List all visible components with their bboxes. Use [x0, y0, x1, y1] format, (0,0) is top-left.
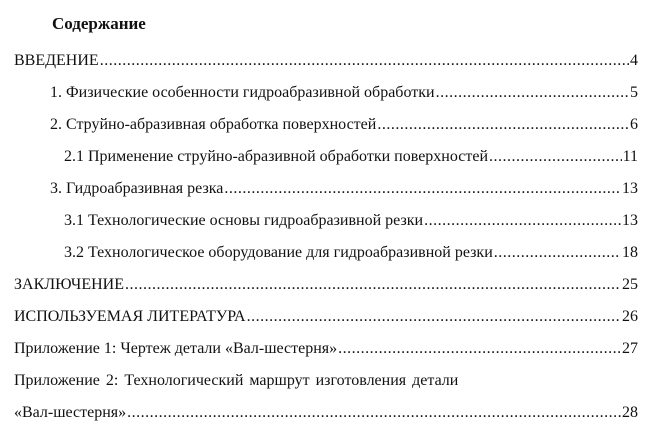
- toc-page-number: 18: [622, 244, 638, 261]
- toc-leader-dots: [436, 83, 629, 103]
- toc-entry-section-3-2: [64, 243, 638, 263]
- toc-page-number: 25: [622, 276, 638, 293]
- toc-leader-dots: [377, 115, 629, 135]
- toc-page-number: 28: [622, 404, 638, 421]
- toc-page-number: 6: [630, 116, 638, 133]
- toc-page-number: 13: [622, 180, 638, 197]
- toc-page-number: 11: [622, 148, 638, 165]
- toc-entry-text: 3.1 Технологические основы гидроабразивной резки: [64, 212, 424, 229]
- toc-entry-text: «Вал-шестерня»: [14, 404, 127, 421]
- toc-entry-text: 1. Физические особенности гидроабразивной обработки: [50, 84, 435, 101]
- toc-leader-dots: [247, 307, 621, 327]
- toc-page-number: 26: [622, 308, 638, 325]
- toc-leader-dots: [338, 339, 621, 359]
- toc-entry-text: 3. Гидроабразивная резка: [50, 180, 224, 197]
- toc-entry-references: [14, 307, 638, 327]
- toc-entry-section-3-1: [64, 211, 638, 231]
- toc-entry-appendix-2-line2: [14, 403, 638, 423]
- toc-page-number: 4: [630, 52, 638, 69]
- toc-page-number: 13: [622, 212, 638, 229]
- toc-entry-text: 3.2 Технологическое оборудование для гидроабразивной резки: [64, 244, 493, 261]
- toc-entry-text: Приложение 1: Чертеж детали «Вал-шестерня»: [14, 340, 338, 357]
- toc-page-number: 27: [622, 340, 638, 357]
- toc-page-number: 5: [630, 84, 638, 101]
- toc-leader-dots: [125, 275, 621, 295]
- toc-entry-appendix-1: [14, 339, 638, 359]
- toc-leader-dots: [100, 51, 629, 71]
- toc-entry-chapter-2: [50, 115, 638, 135]
- toc-entry-text: ЗАКЛЮЧЕНИЕ: [14, 276, 124, 293]
- toc-leader-dots: [424, 211, 621, 231]
- toc-entry-chapter-3: [50, 179, 638, 199]
- toc-title: Содержание: [52, 14, 146, 33]
- toc-entry-introduction: [14, 51, 638, 71]
- toc-entry-text: ИСПОЛЬЗУЕМАЯ ЛИТЕРАТУРА: [14, 308, 246, 325]
- toc-leader-dots: [127, 403, 621, 423]
- toc-entry-appendix-2-line1: Приложение 2: Технологический маршрут изготовления детали: [14, 372, 459, 389]
- toc-entry-chapter-1: [50, 83, 638, 103]
- toc-entry-text: 2.1 Применение струйно-абразивной обработки поверхностей: [64, 148, 489, 165]
- toc-entry-conclusion: [14, 275, 638, 295]
- toc-leader-dots: [489, 147, 622, 167]
- toc-entry-text: 2. Струйно-абразивная обработка поверхностей: [50, 116, 377, 133]
- toc-leader-dots: [224, 179, 621, 199]
- toc-leader-dots: [494, 243, 621, 263]
- toc-entry-section-2-1: [64, 147, 638, 167]
- toc-entry-text: ВВЕДЕНИЕ: [14, 52, 99, 69]
